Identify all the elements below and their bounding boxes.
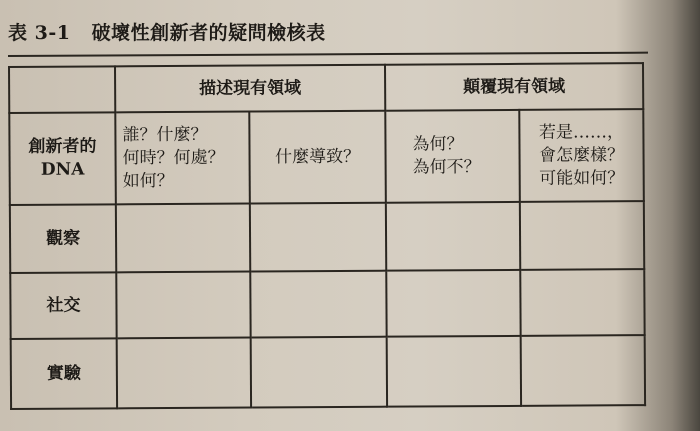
question-line: 什麼導致？ bbox=[274, 146, 361, 167]
question-line: 何時？何處？ bbox=[122, 147, 225, 168]
question-cell-who-what bbox=[115, 112, 250, 205]
empty-cell bbox=[387, 336, 521, 407]
question-line: 為何？ bbox=[412, 134, 464, 155]
question-line: 如何？ bbox=[122, 170, 174, 191]
dna-label-cell bbox=[9, 112, 116, 205]
caption-rule bbox=[8, 52, 648, 57]
question-line: 為何不？ bbox=[412, 157, 481, 178]
table-number: 表 3-1 bbox=[8, 22, 71, 44]
empty-cell bbox=[386, 270, 520, 337]
question-line: 會怎麼樣？ bbox=[538, 144, 625, 166]
row-label-observe: 觀察 bbox=[10, 204, 116, 273]
table-caption bbox=[8, 18, 326, 45]
empty-cell bbox=[116, 204, 250, 273]
table-row bbox=[11, 335, 645, 409]
question-cell-why bbox=[385, 110, 520, 203]
questions-row bbox=[9, 109, 644, 205]
question-cell-what-causes bbox=[249, 111, 386, 204]
empty-cell bbox=[250, 271, 386, 338]
dna-label-line-2: DNA bbox=[40, 159, 85, 180]
empty-cell bbox=[520, 201, 644, 270]
empty-cell bbox=[251, 337, 387, 408]
group-header-disrupt: 顛覆現有領域 bbox=[385, 63, 643, 111]
question-checklist-table bbox=[8, 62, 646, 410]
empty-cell bbox=[521, 335, 645, 406]
row-label-experiment: 實驗 bbox=[11, 338, 117, 409]
table-row bbox=[10, 201, 644, 273]
dna-label-line-1: 創新者的 bbox=[28, 136, 97, 157]
header-row bbox=[9, 63, 643, 113]
group-header-describe: 描述現有領域 bbox=[115, 65, 385, 113]
row-label-network: 社交 bbox=[10, 272, 116, 339]
question-line: 可能如何？ bbox=[539, 167, 625, 189]
question-line: 若是……， bbox=[538, 121, 624, 143]
table-title: 破壞性創新者的疑問檢核表 bbox=[91, 22, 326, 44]
question-cell-what-if bbox=[519, 109, 644, 202]
empty-cell bbox=[520, 269, 644, 336]
table-row bbox=[10, 269, 644, 339]
corner-cell bbox=[9, 66, 115, 113]
empty-cell bbox=[117, 338, 251, 409]
question-line: 誰？什麼？ bbox=[122, 124, 208, 145]
empty-cell bbox=[386, 202, 520, 271]
empty-cell bbox=[250, 203, 386, 272]
empty-cell bbox=[116, 272, 250, 339]
